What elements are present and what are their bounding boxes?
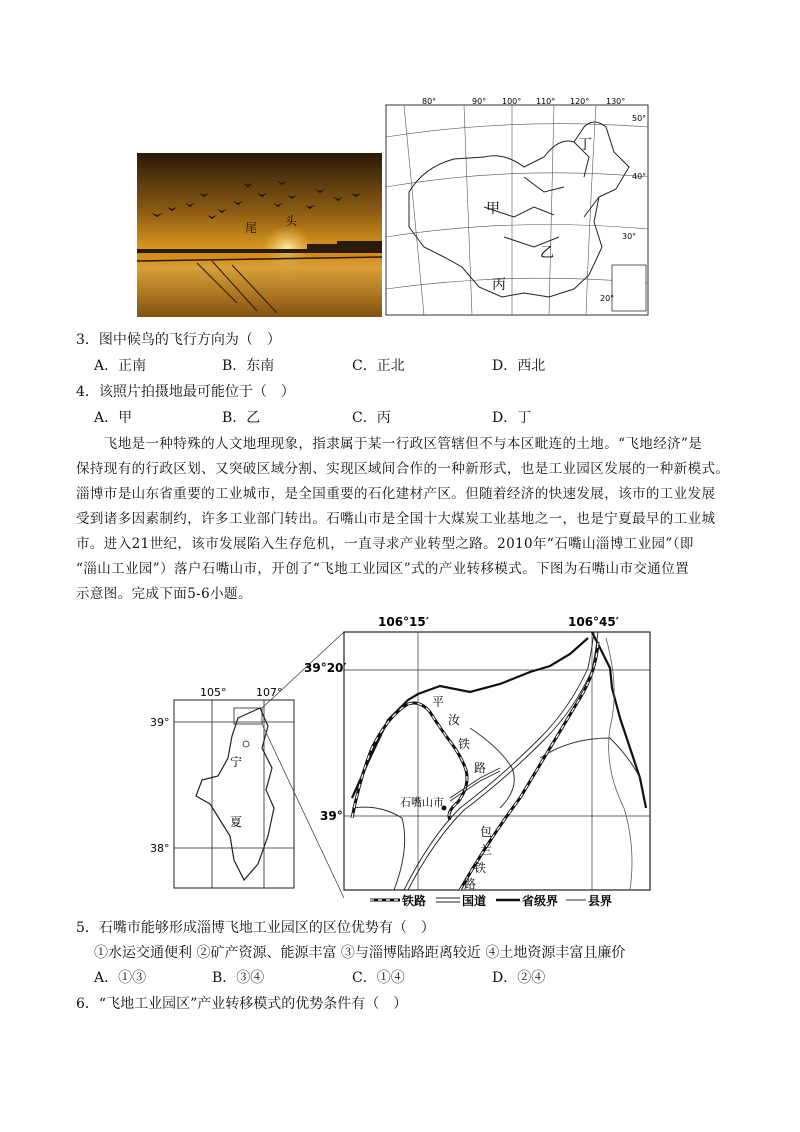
q5-option-d[interactable]: D．②④ xyxy=(492,970,546,986)
q3-option-a[interactable]: A．正南 xyxy=(94,358,147,374)
lon-label: 106°45′ xyxy=(568,615,619,629)
q3-option-d[interactable]: D．西北 xyxy=(492,358,546,374)
shizuishan-detail-map xyxy=(304,615,650,891)
q3-option-c[interactable]: C．正北 xyxy=(352,358,405,374)
q4-stem: 4．该照片拍摄地最可能位于（ ） xyxy=(76,384,295,400)
q5-option-c[interactable]: C．①④ xyxy=(352,970,405,986)
rail-pingru-label: 汝 xyxy=(448,713,461,727)
legend-province-border: 省级界 xyxy=(522,894,559,908)
lon-label: 90° xyxy=(472,97,487,106)
lon-label: 105° xyxy=(200,686,227,699)
passage-line: 保持现有的行政区划、又突破区域分割、实现区域间合作的一种新形式，也是工业园区发展的一种新模式。 xyxy=(76,461,730,477)
region-label-ning: 宁 xyxy=(230,755,243,769)
place-ding: 丁 xyxy=(578,137,592,153)
passage xyxy=(76,432,740,607)
q3-option-b[interactable]: B．东南 xyxy=(222,358,275,374)
lat-label: 30° xyxy=(622,232,637,241)
photo-label-tail: 尾 xyxy=(245,221,258,235)
lat-label: 50° xyxy=(632,114,647,123)
passage-line: “淄山工业园”）落户石嘴山市，开创了“飞地工业园区”式的产业转移模式。下图为石嘴山市交通位置 xyxy=(76,561,690,577)
lat-label: 38° xyxy=(150,842,170,855)
q6-stem: 6．“飞地工业园区”产业转移模式的优势条件有（ ） xyxy=(76,996,408,1012)
lon-label: 100° xyxy=(502,97,522,106)
rail-baolan-label: 铁 xyxy=(474,861,487,875)
lon-label: 130° xyxy=(606,97,626,106)
lat-label: 20° xyxy=(600,294,615,303)
place-jia: 甲 xyxy=(486,201,500,217)
lat-label: 40° xyxy=(632,172,647,181)
q5-stem: 5．石嘴市能够形成淄博飞地工业园区的区位优势有（ ） xyxy=(76,920,435,936)
rail-baolan-label: 包 xyxy=(480,825,493,839)
region-label-xia: 夏 xyxy=(230,815,243,829)
lon-label: 80° xyxy=(422,97,437,106)
passage-line: 受到诸多因素制约，许多工业部门转出。石嘴山市是全国十大煤炭工业基地之一，也是宁夏最早的工业城 xyxy=(76,511,716,527)
q4-option-b[interactable]: B．乙 xyxy=(222,410,261,426)
q5-choices: ①水运交通便利 ②矿产资源、能源丰富 ③与淄博陆路距离较近 ④土地资源丰富且廉价 xyxy=(94,945,626,961)
lat-label: 39°20′ xyxy=(304,661,347,675)
passage-line: 淄博市是山东省重要的工业城市，是全国重要的石化建材产区。但随着经济的快速发展，该市的工业发展 xyxy=(76,486,716,502)
lon-label: 120° xyxy=(570,97,590,106)
legend-railway: 铁路 xyxy=(402,894,427,908)
q4-option-a[interactable]: A．甲 xyxy=(94,410,133,426)
passage-line: 示意图。完成下面5-6小题。 xyxy=(76,586,252,602)
lon-label: 110° xyxy=(536,97,556,106)
rail-baolan-label: 路 xyxy=(464,877,477,891)
rail-pingru-label: 平 xyxy=(432,695,445,709)
map-legend xyxy=(370,893,612,908)
rail-baolan-label: 兰 xyxy=(480,843,493,857)
q4-option-d[interactable]: D．丁 xyxy=(492,410,532,426)
lat-label: 39° xyxy=(320,809,343,823)
q4-option-c[interactable]: C．丙 xyxy=(352,410,391,426)
legend-national-road: 国道 xyxy=(462,894,487,908)
photo-label-head: 头 xyxy=(285,214,298,228)
city-label: 石嘴山市 xyxy=(400,796,444,809)
lon-label: 106°15′ xyxy=(378,615,429,629)
q3-stem: 3．图中候鸟的飞行方向为（ ） xyxy=(76,332,281,348)
passage-line: 市。进入21世纪，该市发展陷入生存危机，一直寻求产业转型之路。2010年“石嘴山淄博工业园”（即 xyxy=(76,536,694,552)
lon-label: 107° xyxy=(256,686,283,699)
lat-label: 39° xyxy=(150,716,170,729)
legend-county-border: 县界 xyxy=(588,894,613,908)
rail-pingru-label: 铁 xyxy=(458,737,471,751)
place-yi: 乙 xyxy=(540,245,554,261)
passage-line: 飞地是一种特殊的人文地理现象，指隶属于某一行政区管辖但不与本区毗连的土地。“飞地经济”是 xyxy=(76,436,703,452)
shizuishan-transport-map xyxy=(140,608,660,908)
china-map xyxy=(384,97,654,319)
q5-option-b[interactable]: B．③④ xyxy=(212,970,265,986)
place-bing: 丙 xyxy=(492,277,506,293)
q5-option-a[interactable]: A．①③ xyxy=(94,970,147,986)
rail-pingru-label: 路 xyxy=(474,761,487,775)
bird-photo xyxy=(137,153,382,317)
